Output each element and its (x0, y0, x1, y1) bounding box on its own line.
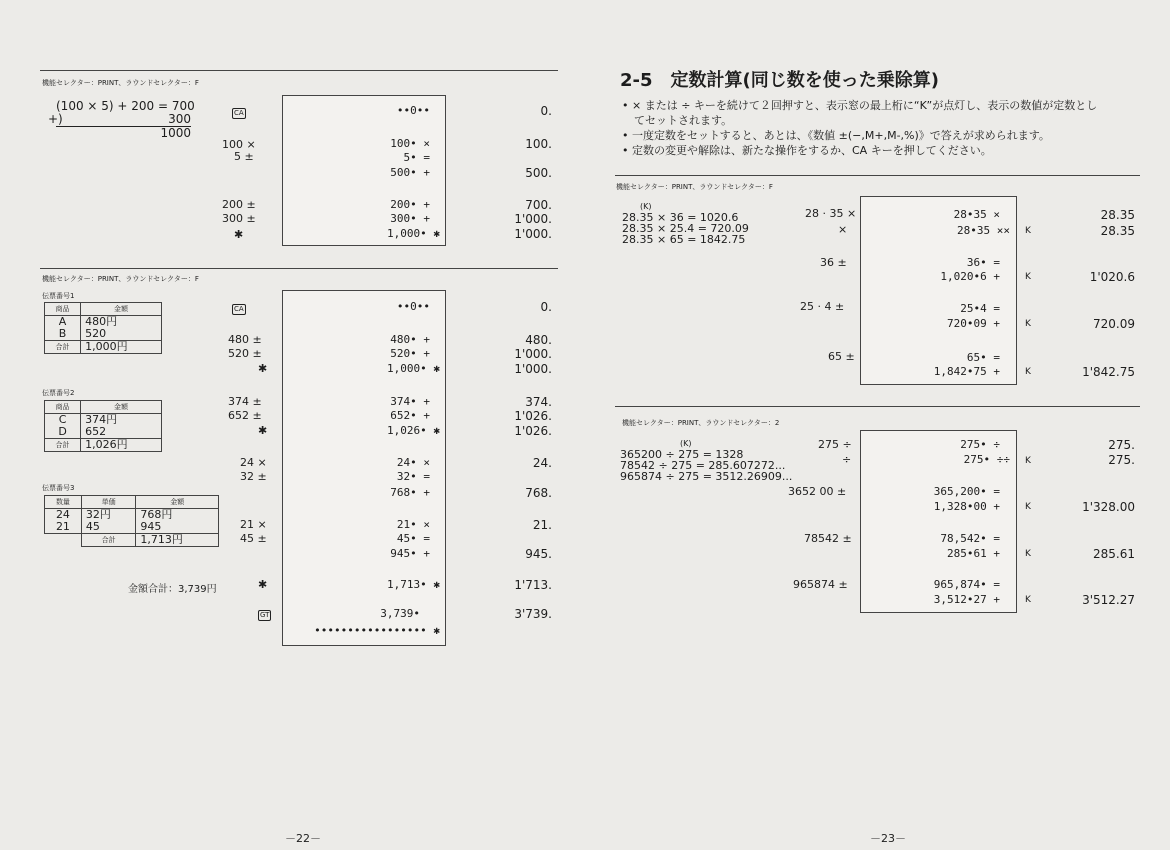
page-number: －22－ (285, 832, 321, 845)
display-value: 768. (525, 486, 552, 500)
display-value: 3'512.27 (1082, 593, 1135, 607)
key-row: 21 ⨯ (240, 518, 267, 531)
tape-line: 100• × (390, 137, 430, 150)
formula-block: (100 × 5) + 200 = 700 +) 300 1000 (48, 99, 195, 140)
divider (615, 175, 1140, 176)
divider (40, 70, 558, 71)
key-row: 275 ÷ (818, 438, 852, 451)
selector-label: 機能セレクター：PRINT、ラウンドセレクター：F (42, 275, 199, 283)
tape-line: ••••••••••••••••• ✱ (314, 624, 440, 637)
key-row: 5 ± (234, 150, 254, 163)
tape-line: 720•09 + (947, 317, 1000, 330)
divider (40, 268, 558, 269)
key-row: 65 ± (828, 350, 855, 363)
slip-table: 商品 金額 A B 480円 520 合計 1,000円 (44, 302, 162, 354)
k-indicator: K (1025, 272, 1031, 282)
slip-label: 伝票番号2 (42, 389, 75, 397)
display-value: 1'000. (514, 227, 552, 241)
display-value: 374. (525, 395, 552, 409)
display-value: 1'713. (514, 578, 552, 592)
tape-line: 3,512•27 + (933, 593, 1000, 606)
key-row: 3652 00 ± (788, 485, 847, 498)
tape-line: 275• ÷ (960, 438, 1000, 451)
tape-line: ••0•• (396, 104, 430, 117)
slip-label: 伝票番号1 (42, 292, 75, 300)
tape-line: 65• = (966, 351, 1000, 364)
display-value: 3'739. (514, 607, 552, 621)
bullet-list: • ⨯ または ÷ キーを続けて２回押すと、表示窓の最上桁に“K”が点灯し、表示の数値が定数とし てセットされます。 • 一度定数をセットすると、あとは、《数値 ±(−,M+,M-,%)》で答えが求められます。 • 定数の変更や解除は、新たな操作をするか、CA キーを押してください。 (622, 99, 1098, 157)
display-value: 1'842.75 (1082, 365, 1135, 379)
display-value: 21. (532, 518, 552, 532)
display-value: 1'000. (514, 212, 552, 226)
display-value: 28.35 (1100, 208, 1135, 222)
tape-line: 32• = (396, 470, 430, 483)
display-value: 1'000. (514, 362, 552, 376)
selector-label: 機能セレクター：PRINT、ラウンドセレクター：2 (622, 419, 780, 427)
tape-line: 28•35 ×× (957, 224, 1010, 237)
tape-line: ••0•• (396, 300, 430, 313)
tape-line: 45• = (396, 532, 430, 545)
key-row: 652 ± (228, 409, 262, 422)
tape-line: 78,542• = (940, 532, 1000, 545)
tape-line: 520• + (390, 347, 430, 360)
k-indicator: K (1025, 549, 1031, 559)
key-row: ⨯ (838, 223, 848, 236)
tape-line: 285•61 + (947, 547, 1000, 560)
tape-line: 1,713• ✱ (387, 578, 440, 591)
tape-line: 365,200• = (933, 485, 1000, 498)
formula-block: 28.35 × 36 = 1020.6 28.35 × 25.4 = 720.09 28.35 × 65 = 1842.75 (622, 211, 749, 246)
grand-total: 金額合計：3,739円 (128, 584, 217, 595)
tape-line: 300• + (390, 212, 430, 225)
section-title: 2-5 定数計算(同じ数を使った乗除算) (620, 70, 939, 91)
tape-line: 1,328•00 + (933, 500, 1000, 513)
display-value: 480. (525, 333, 552, 347)
display-value: 720.09 (1093, 317, 1135, 331)
k-indicator: K (1025, 367, 1031, 377)
divider (615, 406, 1140, 407)
display-value: 1'026. (514, 409, 552, 423)
key-row: ÷ (842, 453, 852, 466)
tape-line: 374• + (390, 395, 430, 408)
display-value: 275. (1108, 453, 1135, 467)
key-row: ✱ (258, 578, 268, 591)
display-value: 28.35 (1100, 224, 1135, 238)
tape-line: 28•35 × (953, 208, 1000, 221)
key-ca: CA (234, 304, 244, 313)
key-row: ✱ (258, 362, 268, 375)
formula-line: (100 × 5) + 200 = 700 (56, 99, 195, 113)
page-number: －23－ (870, 832, 906, 845)
tape-line: 945• + (390, 547, 430, 560)
tape-line: 500• + (390, 166, 430, 179)
key-row: 965874 ± (793, 578, 848, 591)
slip-label: 伝票番号3 (42, 484, 75, 492)
slip-table: 商品 金額 C D 374円 652 合計 1,026円 (44, 400, 162, 452)
tape-line: 1,842•75 + (933, 365, 1000, 378)
formula-block: 365200 ÷ 275 = 1328 78542 ÷ 275 = 285.607272... 965874 ÷ 275 = 3512.26909... (620, 448, 793, 483)
k-indicator: K (1025, 595, 1031, 605)
k-indicator: K (1025, 456, 1031, 466)
display-value: 285.61 (1093, 547, 1135, 561)
display-value: 100. (525, 137, 552, 151)
display-value: 1'328.00 (1082, 500, 1135, 514)
key-row: ✱ (234, 228, 244, 241)
key-row: 25 · 4 ± (800, 300, 845, 313)
tape-line: 3,739• (380, 607, 420, 620)
display-value: 945. (525, 547, 552, 561)
selector-label: 機能セレクター：PRINT、ラウンドセレクター：F (42, 79, 199, 87)
k-indicator: K (1025, 502, 1031, 512)
display-value: 1'000. (514, 347, 552, 361)
k-indicator: K (1025, 226, 1031, 236)
tape-line: 1,026• ✱ (387, 424, 440, 437)
display-value: 275. (1108, 438, 1135, 452)
display-value: 0. (540, 104, 552, 118)
key-ca: CA (234, 108, 244, 117)
display-value: 0. (540, 300, 552, 314)
tape-line: 965,874• = (933, 578, 1000, 591)
key-row: 100 ⨯ (222, 138, 256, 151)
key-row: 28 · 35 ⨯ (805, 207, 857, 220)
key-row: 200 ± (222, 198, 256, 211)
tape-line: 1,000• ✱ (387, 227, 440, 240)
key-row: 45 ± (240, 532, 267, 545)
display-value: 500. (525, 166, 552, 180)
tape-line: 768• + (390, 486, 430, 499)
tape-line: 5• = (403, 151, 430, 164)
key-row: 32 ± (240, 470, 267, 483)
tape-line: 25•4 = (960, 302, 1000, 315)
tape-line: 200• + (390, 198, 430, 211)
display-value: 1'020.6 (1089, 270, 1135, 284)
key-row: 300 ± (222, 212, 256, 225)
tape-line: 24• × (396, 456, 430, 469)
tape-line: 275• ÷÷ (963, 453, 1010, 466)
key-row: 480 ± (228, 333, 262, 346)
display-value: 24. (532, 456, 552, 470)
selector-label: 機能セレクター：PRINT、ラウンドセレクター：F (616, 183, 773, 191)
key-row: 374 ± (228, 395, 262, 408)
key-gt: GT (260, 610, 270, 619)
display-value: 700. (525, 198, 552, 212)
tape-line: 36• = (966, 256, 1000, 269)
tape-line: 652• + (390, 409, 430, 422)
display-value: 1'026. (514, 424, 552, 438)
key-row: 24 ⨯ (240, 456, 267, 469)
key-row: ✱ (258, 424, 268, 437)
slip-table: 数量 単価 金額 24 21 32円 45 768円 945 合計 1,713円 (44, 495, 219, 547)
tape-line: 21• × (396, 518, 430, 531)
key-row: 78542 ± (804, 532, 852, 545)
tape-line: 480• + (390, 333, 430, 346)
key-row: 36 ± (820, 256, 847, 269)
tape-line: 1,000• ✱ (387, 362, 440, 375)
k-indicator: K (1025, 319, 1031, 329)
tape-line: 1,020•6 + (940, 270, 1000, 283)
key-row: 520 ± (228, 347, 262, 360)
